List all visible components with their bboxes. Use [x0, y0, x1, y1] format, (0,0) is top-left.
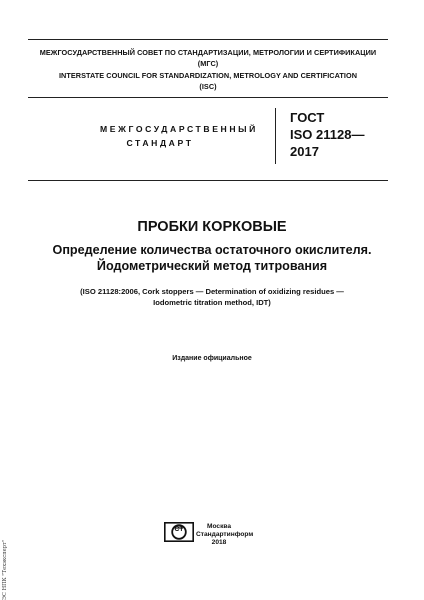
- publisher-city: Москва: [206, 523, 232, 530]
- publisher-logo-text: СТ: [174, 526, 184, 533]
- gost-year: 2017: [290, 144, 319, 159]
- header-bottom-rule: [28, 97, 388, 98]
- standard-kind-line2: СТАНДАРТ: [126, 138, 194, 148]
- gost-label: ГОСТ: [290, 110, 325, 125]
- designation-bottom-rule: [28, 180, 388, 181]
- council-en-line1: INTERSTATE COUNCIL FOR STANDARDIZATION, METROLOGY AND CERTIFICATION: [58, 71, 358, 80]
- document-title: ПРОБКИ КОРКОВЫЕ: [137, 219, 287, 235]
- iso-reference-line1: (ISO 21128:2006, Cork stoppers — Determination of oxidizing residues —: [80, 287, 344, 296]
- side-stamp: ЭС НПК "Техэксперт": [2, 539, 8, 600]
- designation-divider: [275, 108, 276, 164]
- council-ru-line2: (МГС): [197, 59, 219, 68]
- document-subtitle-line1: Определение количества остаточного окислителя.: [52, 243, 372, 257]
- iso-reference-line2: Iodometric titration method, IDT): [153, 298, 271, 307]
- publisher-year: 2018: [211, 539, 227, 546]
- council-en-line2: (ISC): [199, 82, 217, 91]
- standard-kind-line1: МЕЖГОСУДАРСТВЕННЫЙ: [100, 124, 258, 134]
- publisher-name: Стандартинформ: [196, 531, 254, 538]
- top-rule: [28, 39, 388, 40]
- gost-number: ISO 21128—: [290, 127, 365, 142]
- document-subtitle-line2: Йодометрический метод титрования: [96, 259, 328, 273]
- council-ru-line1: МЕЖГОСУДАРСТВЕННЫЙ СОВЕТ ПО СТАНДАРТИЗАЦИИ, МЕТРОЛОГИИ И СЕРТИФИКАЦИИ: [39, 48, 377, 57]
- edition-label: Издание официальное: [172, 355, 252, 362]
